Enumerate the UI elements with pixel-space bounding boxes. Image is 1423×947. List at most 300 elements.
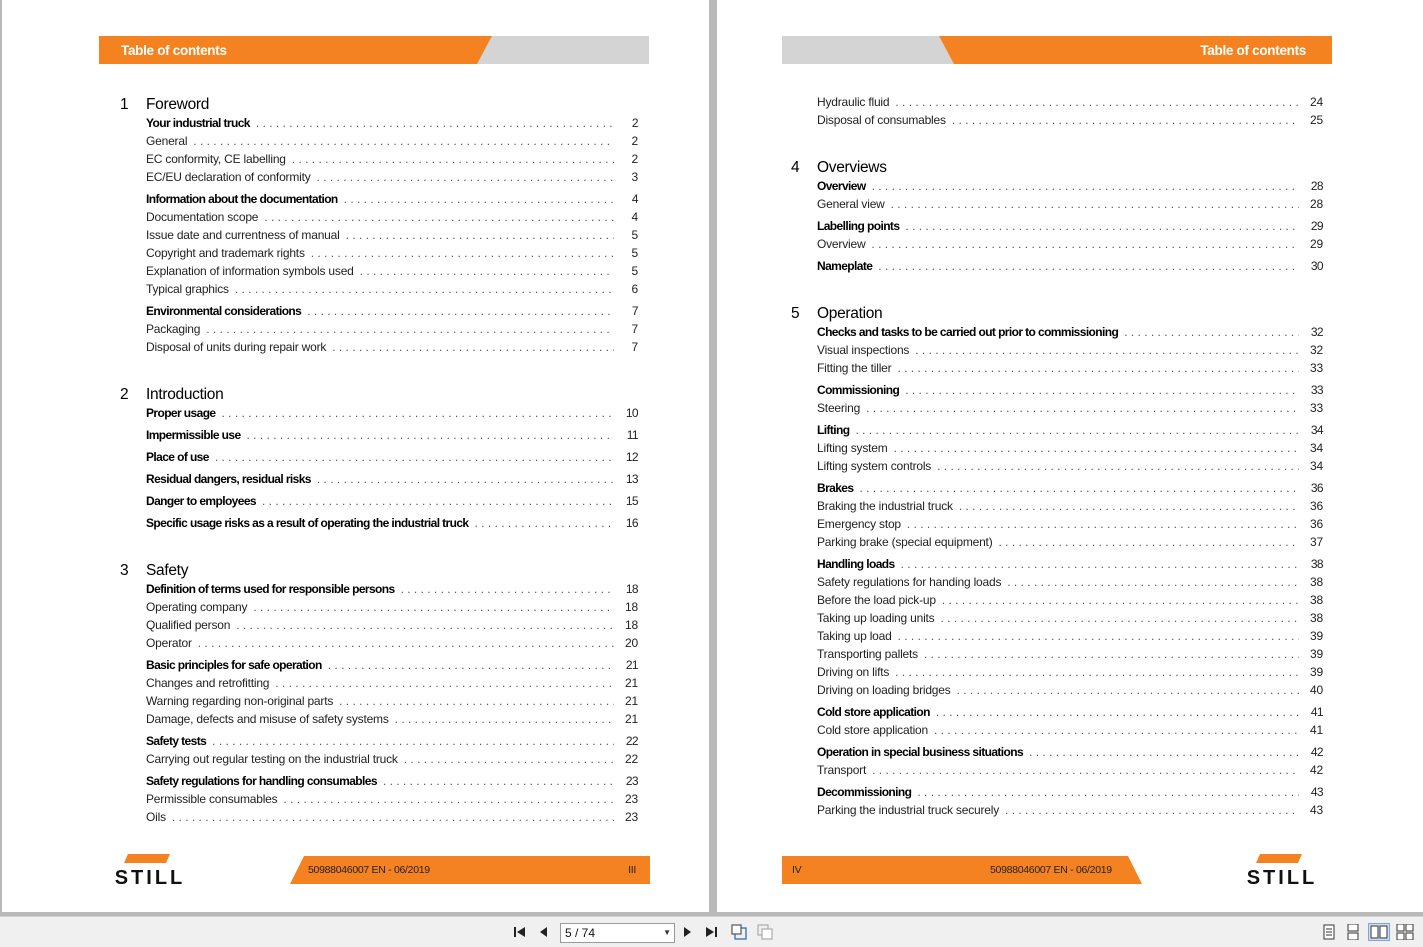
- toc-entry-label: Brakes: [817, 481, 854, 495]
- toc-page-number: 41: [1310, 705, 1323, 719]
- toc-page-number: 2: [631, 152, 638, 166]
- toc-page-number: 23: [625, 792, 638, 806]
- dot-leader: [206, 322, 614, 336]
- toc-entry-label: Qualified person: [146, 618, 231, 632]
- toc-subsection-entry[interactable]: [791, 629, 1323, 647]
- toc-page-number: 33: [1310, 361, 1323, 375]
- toc-subsection-entry[interactable]: [120, 676, 638, 694]
- toc-page-number: 10: [625, 406, 638, 420]
- toc-subsection-entry[interactable]: [791, 611, 1323, 629]
- toc-subsection-entry[interactable]: [791, 197, 1323, 215]
- toc-page-number: 13: [625, 472, 638, 486]
- dot-leader: [934, 723, 1299, 737]
- toc-entry-label: Handling loads: [817, 557, 895, 571]
- toc-entry-label: Explanation of information symbols used: [146, 264, 354, 278]
- toc-entry-label: Disposal of consumables: [817, 113, 946, 127]
- toc-page-number: 33: [1310, 383, 1323, 397]
- chapter-title: Introduction: [146, 386, 224, 403]
- toc-section-spacer: [120, 358, 638, 384]
- toc-page-number: 25: [1310, 113, 1323, 127]
- toc-entry-label: Carrying out regular testing on the industrial truck: [146, 752, 398, 766]
- toc-section-entry[interactable]: [791, 423, 1323, 441]
- toc-section-entry[interactable]: [120, 192, 638, 210]
- toc-subsection-entry[interactable]: [791, 95, 1323, 113]
- toc-page-number: 22: [625, 752, 638, 766]
- toc-subsection-entry[interactable]: [120, 752, 638, 770]
- dot-leader: [247, 428, 614, 442]
- toc-entry-label: Typical graphics: [146, 282, 229, 296]
- dot-leader: [866, 401, 1299, 415]
- toc-page-number: 5: [631, 264, 638, 278]
- chapter-number: 3: [120, 562, 129, 579]
- toc-subsection-entry[interactable]: [791, 361, 1323, 379]
- chapter-title: Foreword: [146, 96, 210, 113]
- dot-leader: [905, 219, 1299, 233]
- toc-subsection-entry[interactable]: [120, 210, 638, 228]
- toc-subsection-entry[interactable]: [791, 499, 1323, 517]
- toc-chapter-heading[interactable]: [120, 94, 638, 116]
- toc-page-number: 37: [1310, 535, 1323, 549]
- toc-page-number: 32: [1310, 343, 1323, 357]
- chapter-number: 2: [120, 386, 129, 403]
- facing-pages-view-button[interactable]: [1368, 923, 1390, 941]
- last-page-button[interactable]: [702, 923, 720, 941]
- toc-entry-label: Driving on lifts: [817, 665, 890, 679]
- dot-leader: [901, 557, 1299, 571]
- toc-section-entry[interactable]: [791, 745, 1323, 763]
- chapter-title: Overviews: [817, 159, 887, 176]
- toc-section-entry[interactable]: [791, 481, 1323, 499]
- dot-leader: [475, 516, 614, 530]
- toc-page-number: 21: [625, 658, 638, 672]
- toc-page-number: 2: [631, 134, 638, 148]
- toc-section-entry[interactable]: [791, 557, 1323, 575]
- toc-entry-label: Operation in special business situations: [817, 745, 1024, 759]
- dot-leader: [264, 210, 614, 224]
- dot-leader: [894, 441, 1299, 455]
- toc-subsection-entry[interactable]: [120, 152, 638, 170]
- dot-leader: [942, 593, 1299, 607]
- toc-entry-label: Commissioning: [817, 383, 900, 397]
- toc-page-number: 18: [625, 582, 638, 596]
- toc-subsection-entry[interactable]: [120, 264, 638, 282]
- toc-entry-label: Visual inspections: [817, 343, 910, 357]
- toc-page-number: 6: [631, 282, 638, 296]
- toc-chapter-heading[interactable]: [120, 560, 638, 582]
- toc-page-number: 24: [1310, 95, 1323, 109]
- chapter-number: 4: [791, 159, 800, 176]
- dot-leader: [328, 658, 614, 672]
- dot-leader: [317, 170, 614, 184]
- toc-entry-label: Decommissioning: [817, 785, 912, 799]
- toc-subsection-entry[interactable]: [120, 340, 638, 358]
- toc-entry-label: EC/EU declaration of conformity: [146, 170, 311, 184]
- toc-page-number: 11: [626, 428, 638, 442]
- toc-entry-label: Basic principles for safe operation: [146, 658, 322, 672]
- toc-subsection-entry[interactable]: [791, 763, 1323, 781]
- toc-page-number: 4: [631, 192, 638, 206]
- toc-entry-label: Oils: [146, 810, 166, 824]
- dot-leader: [941, 611, 1300, 625]
- toc-entry-label: Parking the industrial truck securely: [817, 803, 1000, 817]
- toc-section-entry[interactable]: [791, 325, 1323, 343]
- toc-subsection-entry[interactable]: [120, 322, 638, 340]
- continuous-view-button[interactable]: [1344, 923, 1362, 941]
- first-page-icon: [513, 925, 527, 939]
- toc-subsection-entry[interactable]: [791, 459, 1323, 477]
- go-forward-view-button[interactable]: [756, 923, 774, 941]
- toc-entry-label: Operating company: [146, 600, 248, 614]
- dot-leader: [1007, 575, 1299, 589]
- toc-section-entry[interactable]: [120, 116, 638, 134]
- toc-page-number: 5: [631, 228, 638, 242]
- dot-leader: [907, 517, 1299, 531]
- toc-chapter-heading[interactable]: [791, 303, 1323, 325]
- dot-leader: [346, 228, 614, 242]
- toc-entry-label: EC conformity, CE labelling: [146, 152, 286, 166]
- toc-page-number: 33: [1310, 401, 1323, 415]
- toc-page-number: 12: [625, 450, 638, 464]
- toc-entry-label: Issue date and currentness of manual: [146, 228, 340, 242]
- dot-leader: [871, 237, 1299, 251]
- toc-section-entry[interactable]: [791, 705, 1323, 723]
- toc-entry-label: Parking brake (special equipment): [817, 535, 993, 549]
- dot-leader: [1124, 325, 1299, 339]
- table-of-contents-left: [120, 94, 638, 828]
- toc-entry-label: Overview: [817, 179, 866, 193]
- toc-entry-label: Cold store application: [817, 723, 929, 737]
- dot-leader: [292, 152, 614, 166]
- toc-subsection-entry[interactable]: [120, 170, 638, 188]
- toc-section-spacer: [791, 131, 1323, 157]
- toc-entry-label: Safety regulations for handing loads: [817, 575, 1002, 589]
- toc-entry-label: Copyright and trademark rights: [146, 246, 305, 260]
- previous-page-icon: [537, 925, 551, 939]
- dot-leader: [957, 683, 1299, 697]
- single-page-view-button[interactable]: [1320, 923, 1338, 941]
- toc-page-number: 38: [1310, 593, 1323, 607]
- facing-pages-icon: [1370, 925, 1388, 939]
- toc-subsection-entry[interactable]: [791, 535, 1323, 553]
- toc-section-entry[interactable]: [120, 582, 638, 600]
- toc-chapter-heading[interactable]: [120, 384, 638, 406]
- toc-chapter-heading[interactable]: [791, 157, 1323, 179]
- header-title: Table of contents: [1200, 43, 1306, 58]
- svg-text:STILL: STILL: [1246, 867, 1318, 886]
- continuous-facing-icon: [1396, 924, 1414, 940]
- dot-leader: [924, 647, 1299, 661]
- toc-section-entry[interactable]: [791, 785, 1323, 803]
- toc-subsection-entry[interactable]: [791, 401, 1323, 419]
- dot-leader: [235, 282, 614, 296]
- toc-entry-label: Environmental considerations: [146, 304, 302, 318]
- toc-entry-label: Before the load pick-up: [817, 593, 936, 607]
- toc-subsection-entry[interactable]: [791, 441, 1323, 459]
- toc-page-number: 32: [1310, 325, 1323, 339]
- toc-entry-label: Fitting the tiller: [817, 361, 892, 375]
- toc-page-number: 42: [1310, 763, 1323, 777]
- toc-entry-label: Changes and retrofitting: [146, 676, 270, 690]
- toc-subsection-entry[interactable]: [791, 113, 1323, 131]
- footer-doc-number: 50988046007 EN - 06/2019: [990, 864, 1112, 876]
- toc-entry-label: Braking the industrial truck: [817, 499, 953, 513]
- table-of-contents-right: [791, 95, 1323, 821]
- dot-leader: [383, 774, 614, 788]
- toc-page-number: 16: [625, 516, 638, 530]
- toc-entry-label: General: [146, 134, 188, 148]
- toc-page-number: 7: [631, 322, 638, 336]
- toc-entry-label: Damage, defects and misuse of safety systems: [146, 712, 389, 726]
- toc-page-number: 34: [1310, 459, 1323, 473]
- toc-entry-label: Impermissible use: [146, 428, 241, 442]
- dot-leader: [344, 192, 614, 206]
- toc-entry-label: Transport: [817, 763, 867, 777]
- toc-entry-label: Hydraulic fluid: [817, 95, 890, 109]
- page-indicator: 5 / 74: [565, 926, 596, 940]
- dot-leader: [236, 618, 614, 632]
- toc-entry-label: Overview: [817, 237, 866, 251]
- toc-page-number: 18: [625, 618, 638, 632]
- toc-page-number: 30: [1310, 259, 1323, 273]
- toc-section-entry[interactable]: [120, 450, 638, 468]
- toc-section-entry[interactable]: [791, 179, 1323, 197]
- toc-subsection-entry[interactable]: [791, 665, 1323, 683]
- toc-page-number: 34: [1310, 441, 1323, 455]
- toc-page-number: 38: [1310, 575, 1323, 589]
- toc-entry-label: Your industrial truck: [146, 116, 250, 130]
- dot-leader: [275, 676, 614, 690]
- toc-entry-label: Permissible consumables: [146, 792, 278, 806]
- toc-section-entry[interactable]: [120, 472, 638, 490]
- dot-leader: [905, 383, 1299, 397]
- toc-page-number: 5: [631, 246, 638, 260]
- toc-page-number: 7: [631, 340, 638, 354]
- toc-page-number: 21: [625, 694, 638, 708]
- viewer-toolbar: [0, 916, 1423, 947]
- toc-page-number: 43: [1310, 803, 1323, 817]
- toc-page-number: 39: [1310, 629, 1323, 643]
- dot-leader: [253, 600, 614, 614]
- last-page-icon: [704, 925, 718, 939]
- dot-leader: [172, 810, 614, 824]
- toc-subsection-entry[interactable]: [791, 517, 1323, 535]
- toc-subsection-entry[interactable]: [791, 803, 1323, 821]
- dot-leader: [895, 95, 1299, 109]
- toc-subsection-entry[interactable]: [120, 134, 638, 152]
- toc-subsection-entry[interactable]: [120, 694, 638, 712]
- header-title: Table of contents: [121, 43, 227, 58]
- toc-section-entry[interactable]: [120, 428, 638, 446]
- dot-leader: [872, 179, 1299, 193]
- toc-entry-label: Proper usage: [146, 406, 216, 420]
- dot-leader: [1029, 745, 1299, 759]
- toc-page-number: 40: [1310, 683, 1323, 697]
- dot-leader: [360, 264, 614, 278]
- toc-subsection-entry[interactable]: [120, 636, 638, 654]
- toc-section-spacer: [120, 534, 638, 560]
- toc-page-number: 28: [1310, 197, 1323, 211]
- svg-text:STILL: STILL: [114, 867, 186, 886]
- footer-page-number: IV: [792, 864, 802, 876]
- dot-leader: [917, 785, 1299, 799]
- dot-leader: [332, 340, 614, 354]
- toc-page-number: 39: [1310, 665, 1323, 679]
- toc-page-number: 29: [1310, 219, 1323, 233]
- toc-entry-label: General view: [817, 197, 885, 211]
- toc-page-number: 23: [625, 810, 638, 824]
- toc-entry-label: Danger to employees: [146, 494, 256, 508]
- toc-section-entry[interactable]: [120, 516, 638, 534]
- first-page-button[interactable]: [511, 923, 529, 941]
- dot-leader: [872, 763, 1299, 777]
- next-page-button[interactable]: [678, 923, 696, 941]
- dot-leader: [915, 343, 1299, 357]
- page-number-input[interactable]: [560, 923, 675, 943]
- single-page-icon: [1322, 924, 1336, 940]
- toc-entry-label: Driving on loading bridges: [817, 683, 951, 697]
- toc-entry-label: Information about the documentation: [146, 192, 338, 206]
- still-logo-icon: [98, 854, 202, 886]
- back-view-icon: [730, 923, 748, 941]
- toc-entry-label: Packaging: [146, 322, 201, 336]
- toc-entry-label: Safety tests: [146, 734, 207, 748]
- page-footer: [290, 856, 650, 884]
- continuous-page-icon: [1346, 924, 1360, 940]
- footer-doc-number: 50988046007 EN - 06/2019: [308, 864, 430, 876]
- toc-entry-label: Cold store application: [817, 705, 930, 719]
- toc-page-number: 41: [1310, 723, 1323, 737]
- continuous-facing-view-button[interactable]: [1396, 923, 1414, 941]
- toc-subsection-entry[interactable]: [791, 723, 1323, 741]
- previous-page-button[interactable]: [535, 923, 553, 941]
- toc-subsection-entry[interactable]: [120, 810, 638, 828]
- page-header-bar: [99, 36, 649, 64]
- page-footer: [782, 856, 1142, 884]
- dot-leader: [256, 116, 614, 130]
- document-page-left: [2, 0, 709, 912]
- toc-subsection-entry[interactable]: [120, 600, 638, 618]
- toc-page-number: 7: [631, 304, 638, 318]
- toc-subsection-entry[interactable]: [120, 618, 638, 636]
- footer-page-number: III: [628, 864, 636, 876]
- toc-entry-label: Transporting pallets: [817, 647, 918, 661]
- toc-page-number: 36: [1310, 499, 1323, 513]
- toc-section-entry[interactable]: [791, 383, 1323, 401]
- toc-subsection-entry[interactable]: [791, 593, 1323, 611]
- toc-section-spacer: [791, 277, 1323, 303]
- dot-leader: [898, 629, 1299, 643]
- toc-page-number: 38: [1310, 557, 1323, 571]
- toc-subsection-entry[interactable]: [120, 712, 638, 730]
- toc-entry-label: Place of use: [146, 450, 209, 464]
- toc-entry-label: Taking up load: [817, 629, 892, 643]
- chapter-number: 1: [120, 96, 129, 113]
- toc-section-entry[interactable]: [120, 406, 638, 424]
- toc-subsection-entry[interactable]: [120, 228, 638, 246]
- dot-leader: [339, 694, 614, 708]
- dot-leader: [859, 481, 1299, 495]
- toc-section-entry[interactable]: [120, 494, 638, 512]
- chapter-title: Operation: [817, 305, 883, 322]
- go-back-view-button[interactable]: [730, 923, 748, 941]
- toc-subsection-entry[interactable]: [791, 343, 1323, 361]
- toc-entry-label: Labelling points: [817, 219, 900, 233]
- chapter-number: 5: [791, 305, 800, 322]
- toc-section-entry[interactable]: [791, 259, 1323, 277]
- dot-leader: [891, 197, 1299, 211]
- dot-leader: [897, 361, 1299, 375]
- toc-subsection-entry[interactable]: [120, 792, 638, 810]
- toc-entry-label: Residual dangers, residual risks: [146, 472, 311, 486]
- toc-entry-label: Steering: [817, 401, 861, 415]
- dot-leader: [855, 423, 1299, 437]
- toc-page-number: 22: [625, 734, 638, 748]
- toc-subsection-entry[interactable]: [791, 575, 1323, 593]
- dot-leader: [212, 734, 614, 748]
- toc-page-number: 36: [1310, 481, 1323, 495]
- dot-leader: [937, 459, 1299, 473]
- toc-subsection-entry[interactable]: [791, 683, 1323, 701]
- dot-leader: [395, 712, 614, 726]
- dot-leader: [1005, 803, 1299, 817]
- document-page-right: [717, 0, 1423, 912]
- toc-page-number: 20: [625, 636, 638, 650]
- toc-subsection-entry[interactable]: [120, 282, 638, 300]
- toc-page-number: 21: [625, 712, 638, 726]
- toc-page-number: 28: [1310, 179, 1323, 193]
- toc-subsection-entry[interactable]: [791, 647, 1323, 665]
- toc-entry-label: Lifting system controls: [817, 459, 932, 473]
- toc-page-number: 42: [1310, 745, 1323, 759]
- dot-leader: [215, 450, 614, 464]
- toc-entry-label: Taking up loading units: [817, 611, 935, 625]
- toc-entry-label: Lifting: [817, 423, 850, 437]
- dot-leader: [311, 246, 614, 260]
- toc-entry-label: Specific usage risks as a result of operating the industrial truck: [146, 516, 469, 530]
- toc-page-number: 15: [625, 494, 638, 508]
- dot-leader: [959, 499, 1299, 513]
- toc-section-entry[interactable]: [120, 658, 638, 676]
- toc-section-entry[interactable]: [120, 304, 638, 322]
- dot-leader: [936, 705, 1299, 719]
- toc-entry-label: Emergency stop: [817, 517, 901, 531]
- chapter-title: Safety: [146, 562, 189, 579]
- still-logo-icon: [1230, 854, 1334, 886]
- toc-section-entry[interactable]: [120, 734, 638, 752]
- dropdown-arrow-icon[interactable]: ▼: [663, 928, 671, 937]
- dot-leader: [222, 406, 615, 420]
- dot-leader: [307, 304, 614, 318]
- toc-page-number: 23: [625, 774, 638, 788]
- toc-page-number: 34: [1310, 423, 1323, 437]
- toc-section-entry[interactable]: [791, 219, 1323, 237]
- forward-view-icon: [756, 923, 774, 941]
- toc-subsection-entry[interactable]: [120, 246, 638, 264]
- dot-leader: [878, 259, 1299, 273]
- page-header-bar: [782, 36, 1332, 64]
- dot-leader: [952, 113, 1299, 127]
- toc-entry-label: Disposal of units during repair work: [146, 340, 327, 354]
- toc-page-number: 29: [1310, 237, 1323, 251]
- next-page-icon: [680, 925, 694, 939]
- dot-leader: [895, 665, 1299, 679]
- toc-page-number: 4: [631, 210, 638, 224]
- dot-leader: [262, 494, 614, 508]
- toc-section-entry[interactable]: [120, 774, 638, 792]
- toc-subsection-entry[interactable]: [791, 237, 1323, 255]
- toc-page-number: 18: [625, 600, 638, 614]
- toc-entry-label: Nameplate: [817, 259, 873, 273]
